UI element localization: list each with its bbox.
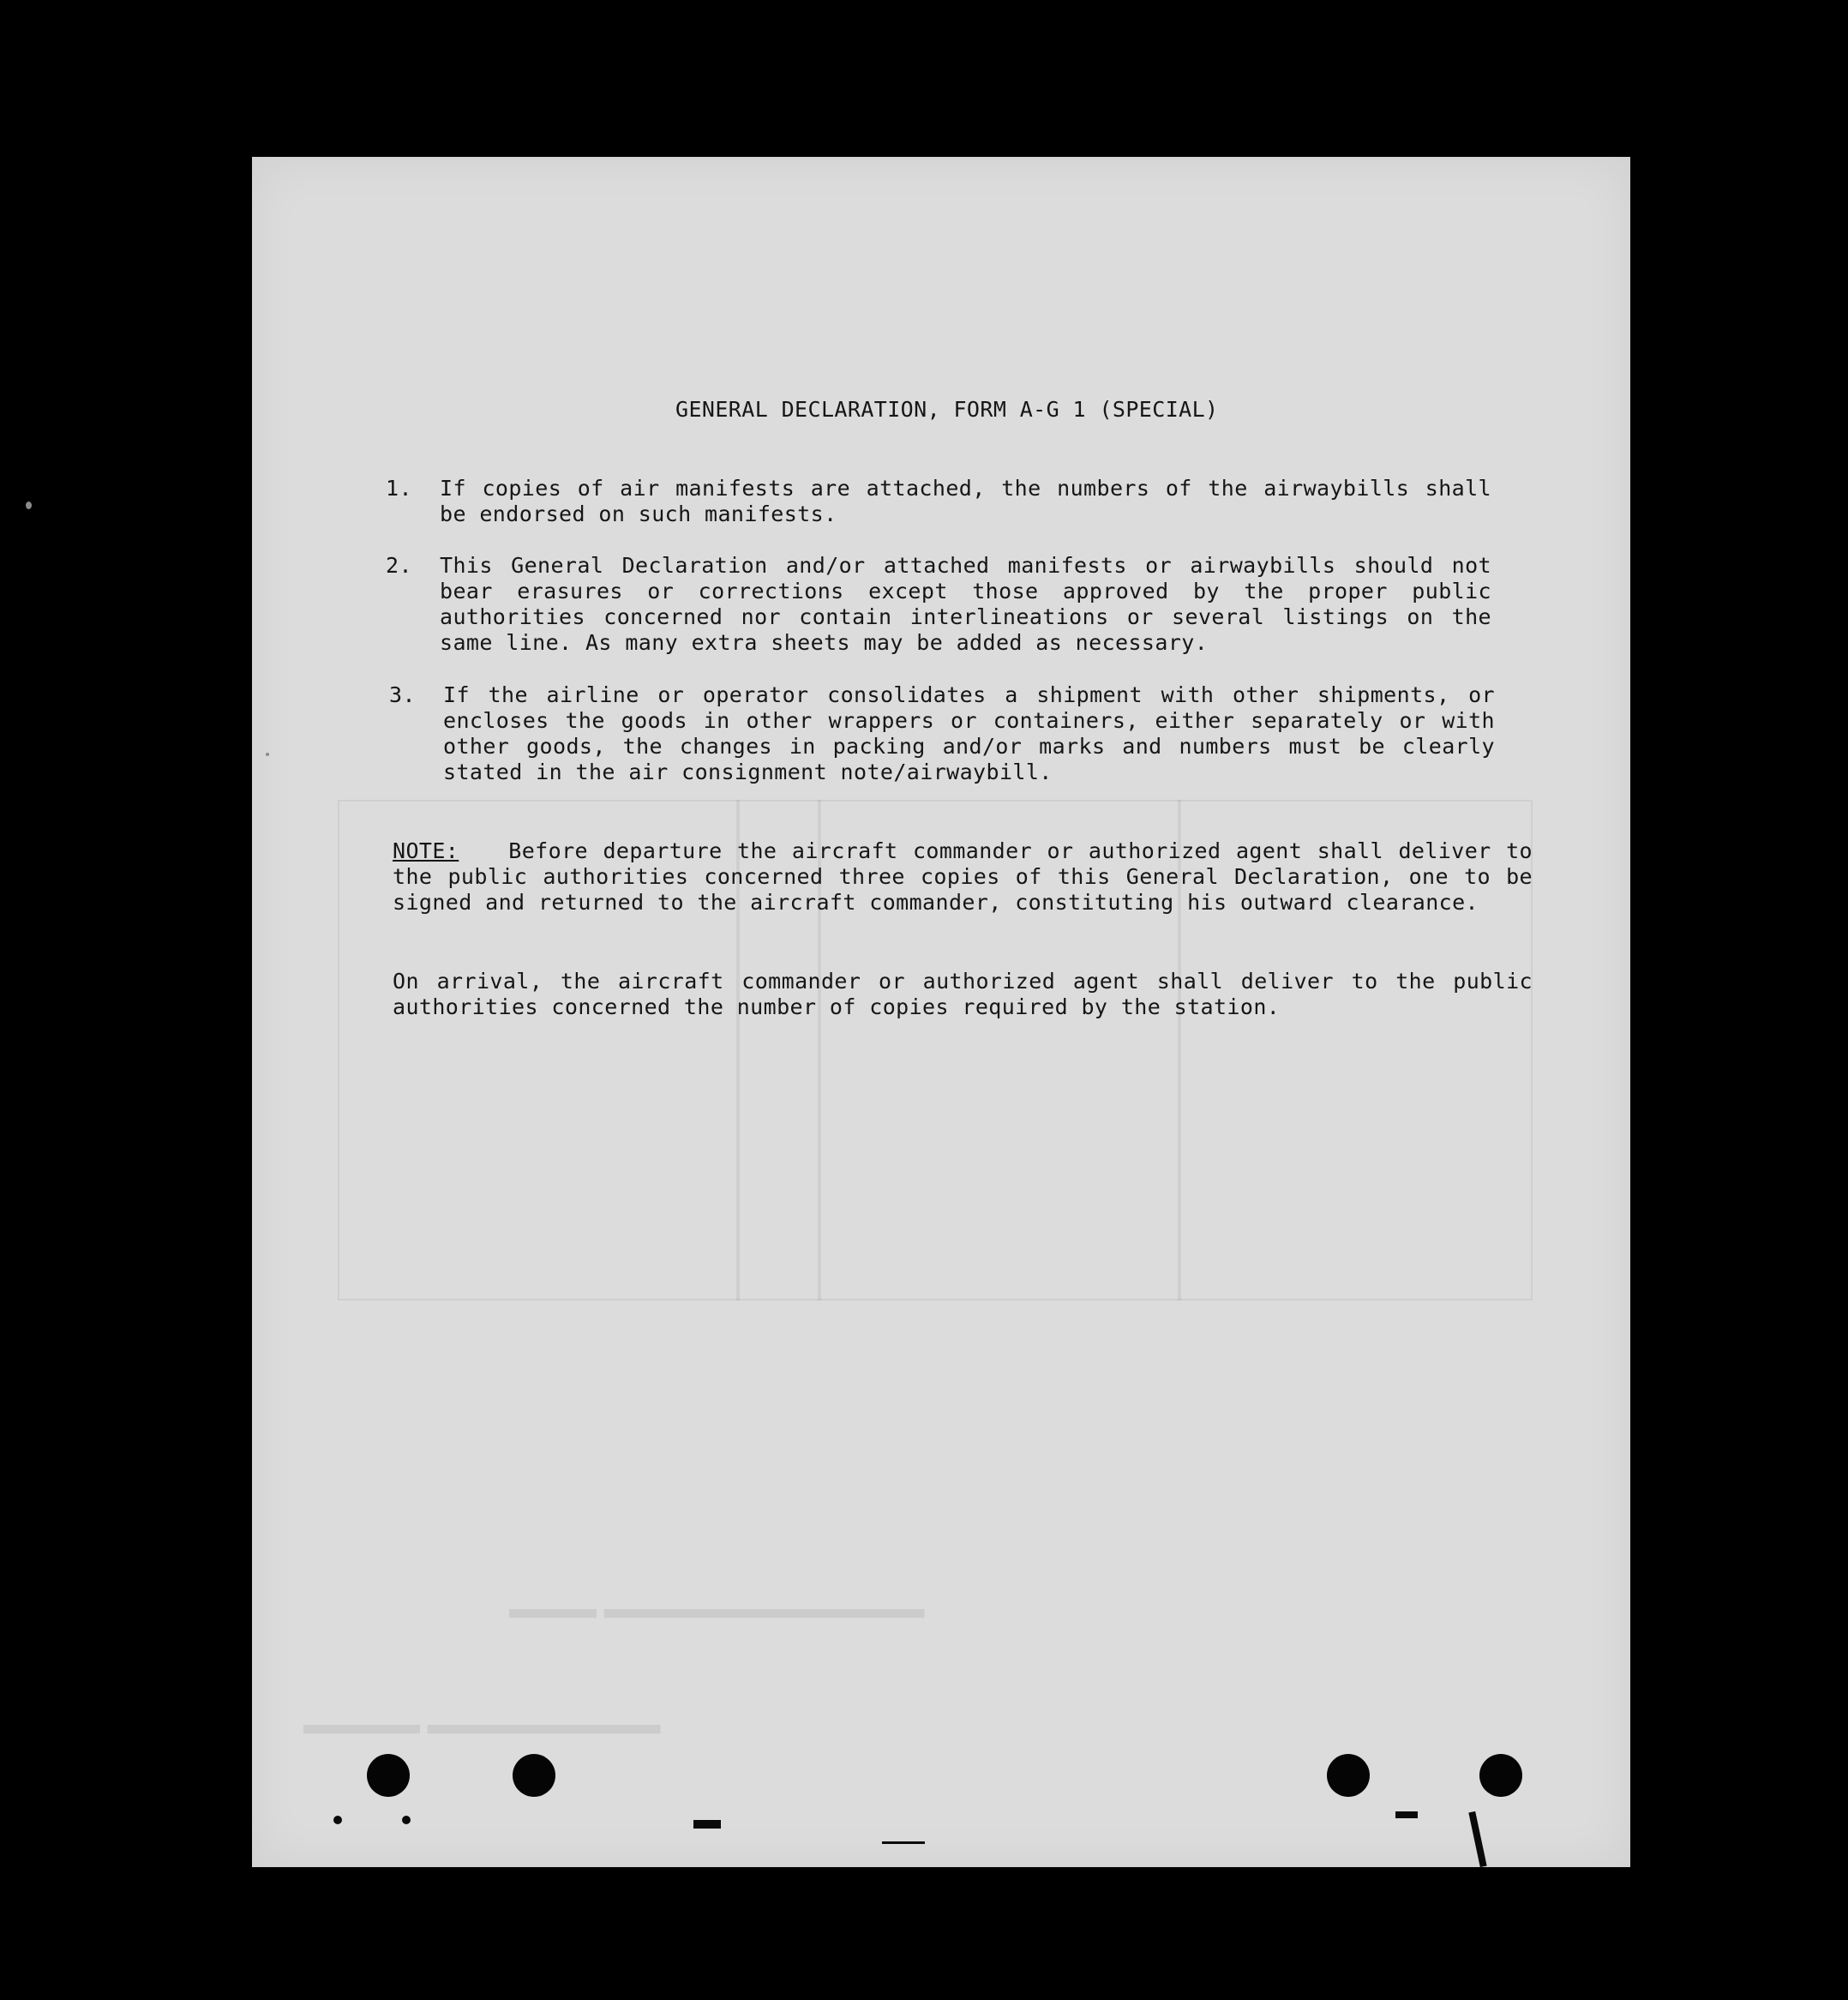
background-speck: [266, 753, 269, 756]
instruction-item: [389, 682, 1495, 785]
background-speck: [26, 502, 32, 509]
item-text: If the airline or operator consolidates a shipment with other shipments, or encloses the goods in other wrappers or containers, either separately or with other goods, the changes in packing and/or marks and numbers must be clearly stated in the air consignment note/airwaybill.: [443, 682, 1495, 784]
note-paragraph: [393, 838, 1533, 916]
punch-hole: [1327, 1754, 1370, 1797]
document-page: [252, 157, 1630, 1867]
punch-hole: [367, 1754, 410, 1797]
paper-speck: [333, 1816, 342, 1824]
paper-speck: [1468, 1811, 1486, 1867]
note-text: Before departure the aircraft commander or authorized agent shall deliver to the public authorities concerned three copies of this General Declaration, one to be signed and returned to the aircraft commander, constituting his outward clearance.: [393, 838, 1533, 915]
item-number: 1.: [386, 476, 412, 501]
paper-speck: [402, 1816, 411, 1824]
note-label: NOTE:: [393, 838, 459, 863]
punch-hole: [1479, 1754, 1522, 1797]
instruction-item: [386, 553, 1491, 656]
paper-speck: [1395, 1811, 1418, 1818]
item-text: If copies of air manifests are attached, the numbers of the airwaybills shall be endorsed on such manifests.: [440, 476, 1491, 526]
bleed-through-heading: ▬▬▬▬ ▬▬▬▬▬▬▬▬: [303, 1718, 661, 1750]
paper-speck: [882, 1841, 925, 1844]
punch-hole: [513, 1754, 555, 1797]
paper-speck: [693, 1820, 721, 1829]
instruction-item: [386, 476, 1491, 527]
item-number: 3.: [389, 682, 416, 707]
bleed-through-heading: ▬▬▬ ▬▬▬▬▬▬▬▬▬▬▬: [509, 1602, 925, 1634]
item-number: 2.: [386, 553, 412, 578]
item-text: This General Declaration and/or attached manifests or airwaybills should not bear erasures or corrections except those approved by the proper public authorities concerned nor contain interlineations or several listings on the same line. As many extra sheets may be added as necessary.: [440, 553, 1491, 655]
arrival-paragraph: On arrival, the aircraft commander or authorized agent shall deliver to the public authorities concerned the number of copies required by the station.: [393, 969, 1533, 1019]
page-title: GENERAL DECLARATION, FORM A-G 1 (SPECIAL): [675, 397, 1219, 422]
